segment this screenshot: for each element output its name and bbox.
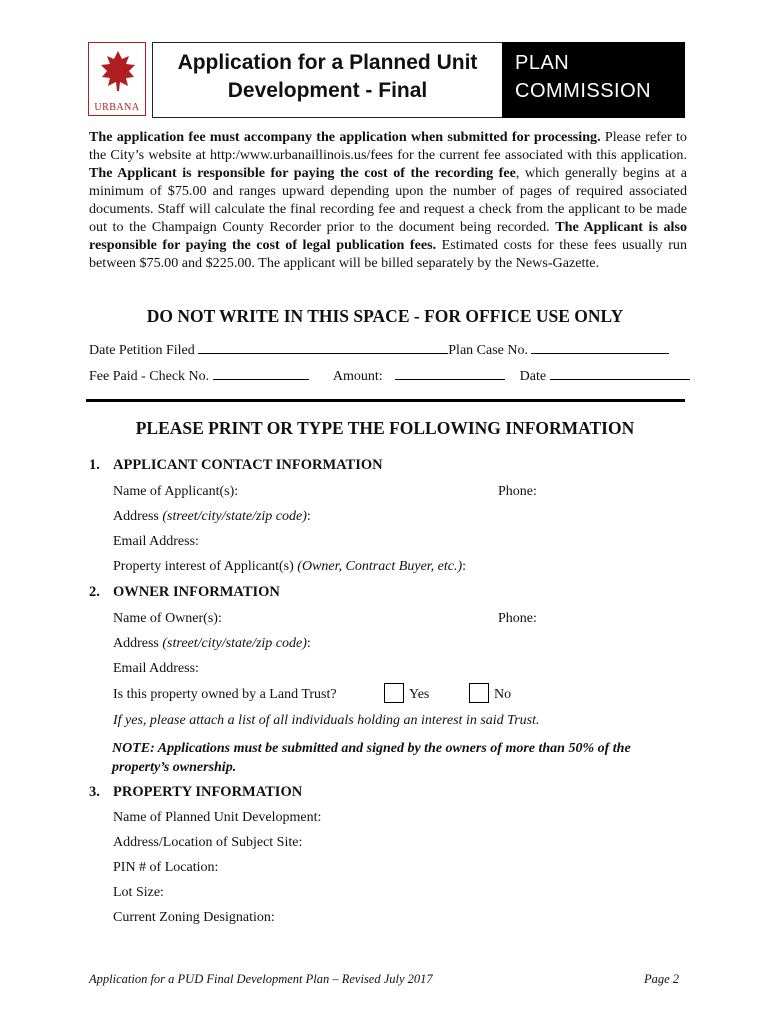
pin-label[interactable]: PIN # of Location:	[113, 860, 219, 875]
ownership-note: NOTE: Applications must be submitted and signed by the owners of more than 50% of the property’s ownership.	[112, 741, 631, 775]
section-3-title: PROPERTY INFORMATION	[113, 784, 303, 800]
land-trust-yes-checkbox[interactable]	[384, 683, 404, 703]
office-use-heading: DO NOT WRITE IN THIS SPACE - FOR OFFICE USE ONLY	[146, 306, 624, 326]
commission-line-2: COMMISSION	[515, 80, 652, 102]
title-line-2: Development - Final	[227, 79, 428, 102]
fee-paid-label: Fee Paid - Check No.	[89, 369, 210, 384]
zoning-label[interactable]: Current Zoning Designation:	[113, 910, 275, 925]
section-2-number: 2.	[89, 584, 100, 600]
section-1-number: 1.	[89, 457, 100, 473]
date-filed-field[interactable]	[198, 340, 448, 354]
document-title	[152, 42, 502, 118]
section-2-title: OWNER INFORMATION	[113, 584, 280, 600]
date-filed-label: Date Petition Filed	[89, 343, 195, 358]
case-no-field[interactable]	[531, 340, 669, 354]
leaf-icon	[98, 49, 138, 99]
page-number: Page 2	[644, 972, 680, 986]
check-no-field[interactable]	[213, 366, 309, 380]
applicant-email-label[interactable]: Email Address:	[113, 534, 199, 549]
property-interest-label[interactable]: Property interest of Applicant(s) (Owner, Contract Buyer, etc.):	[113, 559, 467, 574]
site-location-label[interactable]: Address/Location of Subject Site:	[113, 835, 303, 850]
case-no-label: Plan Case No.	[448, 343, 528, 358]
date-label: Date	[519, 369, 547, 384]
lot-size-label[interactable]: Lot Size:	[113, 885, 164, 900]
applicant-phone-label[interactable]: Phone:	[498, 484, 537, 499]
owner-phone-label[interactable]: Phone:	[498, 611, 537, 626]
yes-label: Yes	[409, 687, 430, 702]
amount-label: Amount:	[332, 369, 383, 384]
date-field[interactable]	[550, 366, 690, 380]
commission-line-1: PLAN	[515, 52, 570, 74]
commission-badge	[502, 42, 685, 118]
owner-email-label[interactable]: Email Address:	[113, 661, 199, 676]
pud-name-label[interactable]: Name of Planned Unit Development:	[113, 810, 322, 825]
section-1-title: APPLICANT CONTACT INFORMATION	[113, 457, 383, 473]
owner-address-label[interactable]: Address (street/city/state/zip code):	[113, 636, 311, 651]
section-divider	[86, 399, 685, 402]
applicant-address-label[interactable]: Address (street/city/state/zip code):	[113, 509, 311, 524]
title-line-1: Application for a Planned Unit	[177, 51, 478, 74]
print-heading: PLEASE PRINT OR TYPE THE FOLLOWING INFORMATION	[135, 418, 635, 438]
footer-document-name: Application for a PUD Final Development Plan – Revised July 2017	[89, 972, 433, 986]
land-trust-question: Is this property owned by a Land Trust?	[113, 687, 337, 702]
land-trust-no-checkbox[interactable]	[469, 683, 489, 703]
trust-attach-note: If yes, please attach a list of all individuals holding an interest in said Trust.	[113, 713, 540, 728]
section-3-number: 3.	[89, 784, 100, 800]
urbana-logo	[88, 42, 146, 116]
office-row-1	[89, 340, 669, 359]
office-row-2	[89, 366, 690, 385]
logo-city-text: URBANA	[94, 102, 140, 113]
amount-field[interactable]	[395, 366, 505, 380]
no-label: No	[494, 687, 512, 702]
applicant-name-label[interactable]: Name of Applicant(s):	[113, 484, 239, 499]
fee-instructions: The application fee must accompany the application when submitted for processing. Please refer to the City’s website at http:/www.urbanaillinois.us/fees for the current fee associated with this application. The Applicant is responsible for paying the cost of the recording fee, which generally begins at a minimum of $75.00 and ranges upward depending upon the number of pages of required associated documents. Staff will calculate the final recording fee and request a check from the applicant to be made out to the Champaign County Recorder prior to the document being recorded. The Applicant is also responsible for paying the cost of legal publication fees. Estimated costs for these fees usually run between $75.00 and $225.00. The applicant will be billed separately by the News-Gazette.	[89, 129, 688, 271]
owner-name-label[interactable]: Name of Owner(s):	[113, 611, 222, 626]
